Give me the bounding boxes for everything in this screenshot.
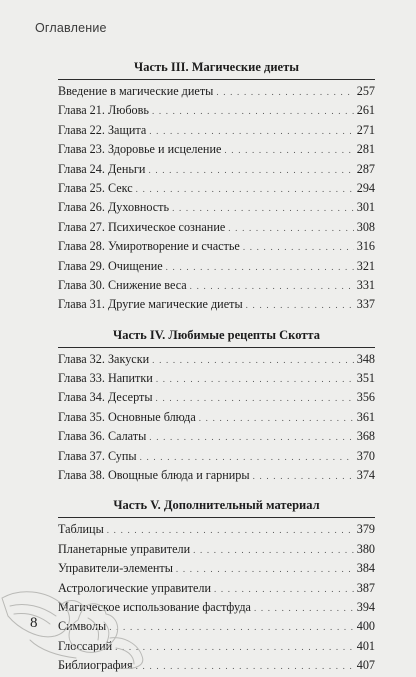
toc-entry-title: Глава 26. Духовность	[58, 200, 170, 215]
toc-leader-dots	[156, 370, 354, 389]
toc-entry-title: Глава 21. Любовь	[58, 103, 149, 118]
toc-leader-dots	[107, 521, 354, 540]
toc-entry[interactable]	[58, 350, 375, 369]
toc-leader-dots	[136, 657, 354, 676]
toc-entry-page: 380	[356, 541, 375, 556]
section-title: Часть IV. Любимые рецепты Скотта	[113, 327, 320, 342]
toc-entry-page: 356	[356, 390, 375, 405]
vegetable-sketch-icon	[0, 570, 160, 672]
toc-entry-title: Таблицы	[58, 522, 104, 537]
toc-leader-dots	[243, 238, 354, 257]
toc-entry-title: Символы	[58, 619, 107, 634]
toc-leader-dots	[193, 541, 354, 560]
toc-entry-page: 368	[356, 429, 375, 444]
toc-entry-page: 331	[356, 277, 375, 292]
toc-entry[interactable]	[58, 82, 375, 101]
toc-section	[58, 326, 375, 486]
toc-entry-title: Астрологические управители	[58, 580, 211, 595]
toc-entry[interactable]	[58, 121, 375, 140]
section-spacer	[58, 485, 375, 496]
toc-leader-dots	[140, 448, 354, 467]
toc-leader-dots	[254, 599, 354, 618]
toc-entry[interactable]	[58, 218, 375, 237]
toc-leader-dots	[172, 199, 354, 218]
toc-leader-dots	[136, 180, 354, 199]
toc-entry[interactable]	[58, 101, 375, 120]
toc-entry-page: 379	[356, 522, 375, 537]
toc-entry-page: 407	[356, 658, 375, 673]
toc-leader-dots	[214, 580, 354, 599]
toc-entry[interactable]	[58, 408, 375, 427]
page-header: Оглавление	[35, 21, 107, 35]
toc-entry-title: Глава 23. Здоровье и исцеление	[58, 142, 222, 157]
toc-entry[interactable]	[58, 427, 375, 446]
toc-entry-page: 394	[356, 599, 375, 614]
toc-entry[interactable]	[58, 140, 375, 159]
toc-entry-page: 261	[356, 103, 375, 118]
toc-entry[interactable]	[58, 237, 375, 256]
toc-entry-page: 337	[356, 297, 375, 312]
toc-leader-dots	[224, 141, 353, 160]
toc-entry-page: 287	[356, 161, 375, 176]
toc-entry-title: Глава 27. Психическое сознание	[58, 219, 226, 234]
toc-section	[58, 58, 375, 315]
toc-entry-title: Глава 28. Умиротворение и счастье	[58, 239, 240, 254]
toc-entry-page: 301	[356, 200, 375, 215]
toc-leader-dots	[152, 351, 354, 370]
toc-entry-page: 351	[356, 371, 375, 386]
toc-leader-dots	[216, 83, 353, 102]
page-number: 8	[30, 615, 38, 631]
toc-leader-dots	[152, 102, 354, 121]
toc-entry-page: 348	[356, 351, 375, 366]
toc-leader-dots	[149, 428, 353, 447]
toc-entry-page: 387	[356, 580, 375, 595]
toc-entry-title: Глава 24. Деньги	[58, 161, 146, 176]
toc-entry[interactable]	[58, 198, 375, 217]
toc-entry-page: 370	[356, 448, 375, 463]
toc-entry-page: 316	[356, 239, 375, 254]
toc-entry[interactable]	[58, 540, 375, 559]
toc-list	[58, 348, 375, 486]
toc-entry-title: Глава 30. Снижение веса	[58, 277, 187, 292]
toc-entry-title: Глава 31. Другие магические диеты	[58, 297, 243, 312]
toc-entry-page: 374	[356, 468, 375, 483]
toc-entry-page: 321	[356, 258, 375, 273]
toc-entry-page: 294	[356, 180, 375, 195]
toc-entry-page: 257	[356, 84, 375, 98]
toc-leader-dots	[253, 467, 354, 486]
toc-entry-title: Глава 25. Секс	[58, 180, 133, 195]
toc-entry-title: Глава 32. Закуски	[58, 351, 150, 366]
toc-entry-title: Глава 33. Напитки	[58, 371, 153, 386]
toc-entry-title: Управители-элементы	[58, 561, 173, 576]
toc-entry[interactable]	[58, 447, 375, 466]
toc-entry[interactable]	[58, 295, 375, 314]
toc-leader-dots	[176, 560, 354, 579]
toc-entry-title: Планетарные управители	[58, 541, 191, 556]
toc-leader-dots	[149, 122, 353, 141]
toc-entry[interactable]	[58, 257, 375, 276]
toc-entry-title: Глава 29. Очищение	[58, 258, 163, 273]
toc-entry-page: 400	[356, 619, 375, 634]
toc-entry-page: 384	[356, 561, 375, 576]
toc-entry-title: Магическое использование фастфуда	[58, 599, 251, 614]
toc-entry-page: 281	[356, 142, 375, 157]
toc-entry-title: Глава 37. Супы	[58, 448, 137, 463]
toc-entry[interactable]	[58, 369, 375, 388]
toc-entry[interactable]	[58, 520, 375, 539]
toc-entry-title: Глава 34. Десерты	[58, 390, 153, 405]
toc-entry-title: Введение в магические диеты	[58, 84, 214, 98]
section-title: Часть III. Магические диеты	[134, 60, 299, 74]
toc-entry-title: Глоссарий	[58, 638, 113, 653]
toc-entry[interactable]	[58, 179, 375, 198]
toc-entry-page: 401	[356, 638, 375, 653]
toc-leader-dots	[228, 219, 353, 238]
toc-entry[interactable]	[58, 160, 375, 179]
toc-leader-dots	[190, 277, 354, 296]
toc-entry-title: Библиография	[58, 658, 133, 673]
section-title: Часть V. Дополнительный материал	[113, 498, 320, 513]
toc-entry-title: Глава 36. Салаты	[58, 429, 147, 444]
toc-entry-title: Глава 35. Основные блюда	[58, 409, 196, 424]
toc-entry-title: Глава 38. Овощные блюда и гарниры	[58, 468, 250, 483]
section-spacer	[58, 315, 375, 326]
toc-leader-dots	[246, 296, 354, 315]
toc-entry-page: 308	[356, 219, 375, 234]
toc-leader-dots	[166, 258, 354, 277]
toc-leader-dots	[156, 389, 354, 408]
toc-entry-page: 361	[356, 409, 375, 424]
toc-entry[interactable]	[58, 388, 375, 407]
toc-entry[interactable]	[58, 276, 375, 295]
toc-leader-dots	[148, 161, 353, 180]
toc-leader-dots	[199, 409, 354, 428]
toc-list	[58, 80, 375, 315]
toc-entry[interactable]	[58, 466, 375, 485]
toc-entry-title: Глава 22. Защита	[58, 122, 147, 137]
toc-entry-page: 271	[356, 122, 375, 137]
